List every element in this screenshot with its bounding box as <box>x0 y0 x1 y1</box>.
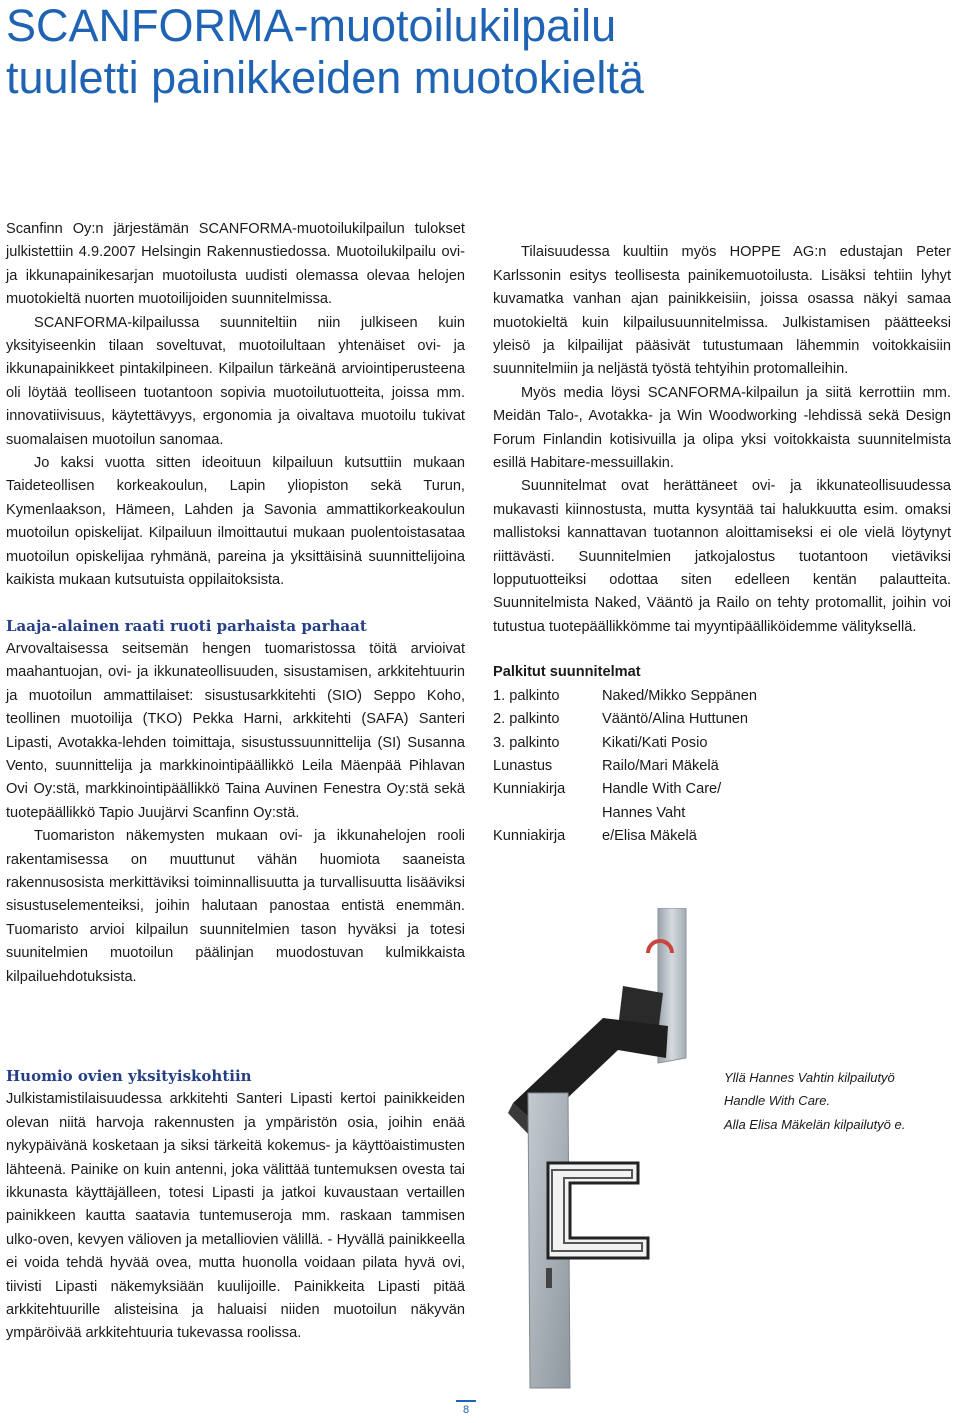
prize-list <box>493 685 951 849</box>
body-paragraph: Tuomariston näkemysten mukaan ovi- ja ikkunahelojen rooli rakentamisessa on muuttunut vähän huomiota saaneista rakennusosista merkittäviksi toiminnallisuutta ja turvallisuutta lisääviksi sisustuselementeiksi, joihin halutaan panostaa entistä enemmän. Tuomaristo arvioi kilpailun suunnitelmien tason hyväksi ja totesi suunitelmien muotoilun päälinjan muodostuvan kulmikkaista kilpailuehdotuksista. <box>6 828 465 985</box>
prize-place: 2. palkinto <box>493 711 560 728</box>
prize-winner: Vääntö/Alina Huttunen <box>602 711 749 728</box>
body-paragraph: Suunnitelmat ovat herättäneet ovi- ja ikkunateollisuudessa mukavasti kiinnostusta, mutta kysyntää tai halukkuutta esim. omaksi mallistoksi kannattavan tuotannon aloittamiseksi ei ole vielä löytynyt riittävästi. Suunnitelmien jatkojalostus tuotantoon vietäviksi lopputuotteiksi odottaa siten edelleen kentän palautteita. Suunnitelmista Naked, Vääntö ja Railo on tehty protomallit, joihin voi tutustua tuotepäällikkömme tai myyntipäälliköidemme välityksellä. <box>493 478 951 635</box>
prize-place: 1. palkinto <box>493 687 560 704</box>
body-paragraph: Tilaisuudessa kuultiin myös HOPPE AG:n edustajan Peter Karlssonin esitys teollisesta painikemuotoilusta. Lisäksi tehtiin lyhyt kuvamatka vanhan ajan painikkeisiin, joissa osassa näkyi samaa muotokieltä kuin kilpailusuunnitelmissa. Julkistamisen päätteeksi yleisö ja kilpailijat pääsivät tutustumaan lähemmin voitokkaisiin suunnitelmiin ja neljästä työstä tehtyihin protomalleihin. <box>493 244 951 378</box>
caption-line: Yllä Hannes Vahtin kilpailutyö Handle With Care. <box>724 1070 895 1109</box>
prize-winner: Kikati/Kati Posio <box>602 734 708 751</box>
page-title-line-2: tuuletti painikkeiden muotokieltä <box>6 52 644 103</box>
prize-place: Kunniakirja <box>493 828 566 845</box>
prize-row <box>493 708 951 731</box>
prize-row <box>493 802 951 825</box>
prize-place <box>493 802 602 825</box>
prizes-heading: Palkitut suunnitelmat <box>493 664 641 681</box>
left-column-bottom <box>6 1065 465 1346</box>
section-heading-jury: Laaja-alainen raati ruoti parhaista parhaat <box>6 616 367 635</box>
page-title <box>6 0 946 104</box>
body-paragraph: SCANFORMA-kilpailussa suunniteltiin niin julkiseen kuin yksityiseenkin tilaan soveltuvat, muotoilultaan yhtenäiset ovi- ja ikkunapainikkeet pintakilpineen. Kilpailun tärkeänä arviointiperusteena oli löytää teolliseen tuotantoon sopivia muotoilutuotteita, joissa mm. innovatiivisuus, käytettävyys, ergonomia ja oivaltava muotoilu tukivat suomalaisen muotoilun sanomaa. <box>6 314 465 448</box>
page-number: 8 <box>462 1404 470 1416</box>
prize-winner: e/Elisa Mäkelä <box>602 828 697 845</box>
footer-rule <box>456 1400 476 1402</box>
photo-caption <box>724 1066 924 1136</box>
caption-line: Alla Elisa Mäkelän kilpailutyö e. <box>724 1116 906 1132</box>
prize-winner: Handle With Care/ <box>602 781 722 798</box>
prize-row <box>493 778 951 801</box>
handle-photo <box>508 908 768 1398</box>
body-paragraph: Arvovaltaisessa seitsemän hengen tuomaristossa töitä arvioivat maahantuojan, ovi- ja ikkunateollisuuden, sisustamisen, arkkitehtuurin ja muotoilun ammattilaiset: sisustusarkkitehti (SIO) Seppo Koho, teollinen muotoilija (TKO) Pekka Harni, arkkitehti (SAFA) Santeri Lipasti, Avotakka-lehden toimittaja, sisustussuunnittelija (SI) Susanna Vento, suunnittelija ja markkinointipäällikkö Leila Mäenpää Pihlavan Ovi Oy:stä, markkinointipäällikkö Taina Auvinen Fenestra Oy:stä sekä tuotepäällikkö Tapio Juujärvi Scanfinn Oy:stä. <box>6 640 465 821</box>
prize-winner: Railo/Mari Mäkelä <box>602 757 719 774</box>
body-paragraph: Myös media löysi SCANFORMA-kilpailun ja siitä kerrottiin mm. Meidän Talo-, Avotakka- ja Win Woodworking -lehdissä sekä Design Forum Finlandin kotisivuilla ja olipa yksi voitokkaista suunnitelmista esillä Habitare-messuillakin. <box>493 384 951 472</box>
prize-winner: Naked/Mikko Seppänen <box>602 687 757 704</box>
body-paragraph: Julkistamistilaisuudessa arkkitehti Santeri Lipasti kertoi painikkeiden olevan niitä harvoja rakennusten ja ympäristön osia, joihin enää nykypäivänä kosketaan ja siksi tärkeitä kokemus- ja käyttöaistimusten lähteenä. Painike on kuin antenni, joka välittää tuntemuksen ovesta tai ikkunasta käyttäjälleen, totesi Lipasti ja jatkoi kuvaustaan vertaillen painikkeen kautta saatavia tuntemuseroja mm. raskaan tammisen ulko-oven, kevyen välioven ja metalliovien välillä. - Hyvällä painikkeella ei voida tehdä hyvää ovea, mutta huonolla voidaan pilata hyvä ovi, tiivisti Lipasti näkemyksiään kuulijoille. Painikkeita Lipasti pitää arkkitehtuurille alisteisina ja haluaisi niiden muotoilun näkyvän ympäröivää arkkitehtuuria tukevassa roolissa. <box>6 1091 465 1342</box>
prize-row <box>493 825 951 848</box>
prize-place: Kunniakirja <box>493 781 566 798</box>
body-paragraph: Jo kaksi vuotta sitten ideoituun kilpailuun kutsuttiin mukaan Taideteollisen korkeakoulun, Lapin yliopiston sekä Turun, Kymenlaakson, Hämeen, Lahden ja Savonia ammattikorkeakoulun muotoilun opiskelijat. Kilpailuun ilmoittautui mukaan puolentoistasataa muotoilun opiskelijaa ryhmänä, pareina ja yksittäisinä suunnittelijoina kaikista mukaan kutsutuista oppilaitoksista. <box>6 455 465 589</box>
prize-row <box>493 685 951 708</box>
prize-row <box>493 755 951 778</box>
right-column <box>493 218 951 849</box>
intro-paragraph: Scanfinn Oy:n järjestämän SCANFORMA-muotoilukilpailun tulokset julkistettiin 4.9.2007 Helsingin Rakennustiedossa. Muotoilukilpailu ovi- ja ikkunapainikesarjan muotoilusta uudisti olemassa olevaa helojen muotokieltä nuorten muotoilijoiden suunnitelmissa. <box>6 221 465 308</box>
lower-handle <box>528 1093 648 1388</box>
prize-place: 3. palkinto <box>493 734 560 751</box>
prize-winner: Hannes Vaht <box>602 804 686 821</box>
section-heading-details: Huomio ovien yksityiskohtiin <box>6 1067 252 1085</box>
page-title-line-1: SCANFORMA-muotoilukilpailu <box>6 0 617 51</box>
prize-row <box>493 732 951 755</box>
left-column-top <box>6 218 465 989</box>
prize-place: Lunastus <box>493 757 553 774</box>
